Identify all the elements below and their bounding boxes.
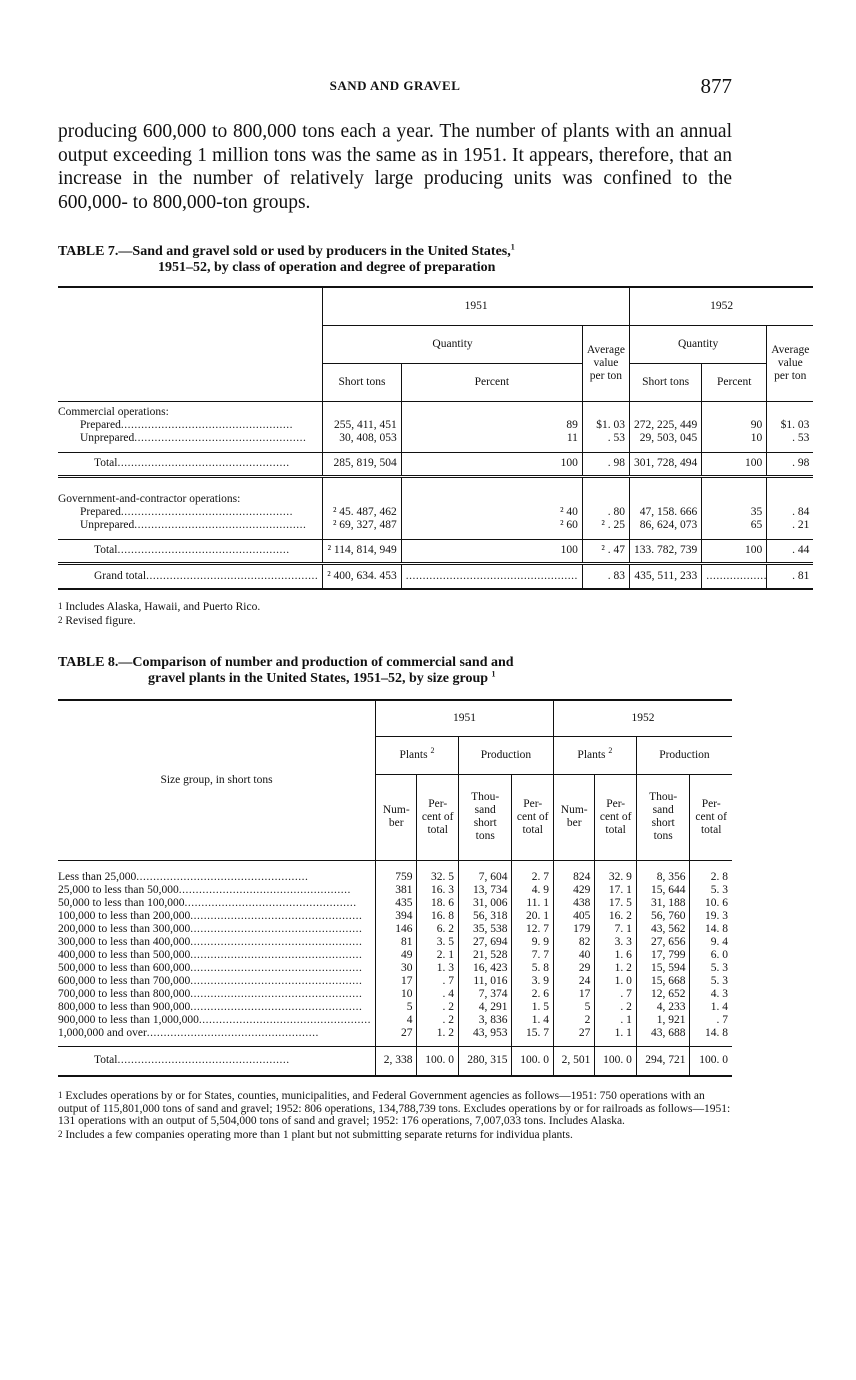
table-row [58, 1027, 732, 1040]
cell: 3. 5 [417, 936, 458, 949]
table-row [58, 563, 813, 589]
table8 [58, 699, 732, 1077]
cell: 14. 8 [690, 923, 732, 936]
table8-percent-production-1951: Per-cent of total [512, 774, 553, 860]
cell: 2. 1 [417, 949, 458, 962]
cell: 1. 3 [417, 962, 458, 975]
table-row [58, 975, 732, 988]
cell: 6. 0 [690, 949, 732, 962]
cell: 27 [553, 1027, 594, 1040]
footnote-text: Revised figure. [65, 614, 136, 627]
page [58, 70, 810, 1141]
cell: 16. 8 [417, 910, 458, 923]
cell: 3, 836 [458, 1014, 512, 1027]
cell: 90 [702, 419, 767, 432]
table-row [58, 936, 732, 949]
cell: . 2 [417, 1014, 458, 1027]
cell: 6. 2 [417, 923, 458, 936]
cell: 27, 694 [458, 936, 512, 949]
cell: 35 [702, 506, 767, 519]
cell: 30 [376, 962, 417, 975]
table7-avg-value-1952: Average value per ton [767, 325, 814, 401]
cell: 16. 3 [417, 884, 458, 897]
cell: 100 [401, 539, 582, 563]
cell: 3. 9 [512, 975, 553, 988]
cell: 2 [553, 1014, 594, 1027]
cell: 56, 318 [458, 910, 512, 923]
table-row [58, 949, 732, 962]
cell: ² 114, 814, 949 [323, 539, 402, 563]
cell: 1. 5 [512, 1001, 553, 1014]
table7 [58, 286, 813, 590]
cell: 15, 594 [636, 962, 690, 975]
cell: 3. 3 [595, 936, 636, 949]
cell: 17. 5 [595, 897, 636, 910]
table7-short-tons-1952: Short tons [629, 363, 701, 401]
cell: 11 [401, 432, 582, 452]
cell: 381 [376, 884, 417, 897]
cell: 13, 734 [458, 884, 512, 897]
cell: 65 [702, 519, 767, 539]
row-label: Grand total [94, 569, 147, 582]
cell: 7, 604 [458, 860, 512, 884]
table8-caption-line1: TABLE 8.—Comparison of number and production of commercial sand and [58, 655, 514, 670]
cell: 1. 1 [595, 1027, 636, 1040]
cell: 15, 668 [636, 975, 690, 988]
table7-section-commercial: Commercial operations: [58, 406, 169, 418]
row-label: Prepared [80, 419, 121, 431]
row-label: Prepared [80, 506, 121, 518]
cell: 5. 8 [512, 962, 553, 975]
table-row [58, 432, 813, 452]
cell: 4. 3 [690, 988, 732, 1001]
table8-production-1951: Production [458, 736, 553, 774]
cell: 100 [702, 539, 767, 563]
cell: 81 [376, 936, 417, 949]
cell: 12. 7 [512, 923, 553, 936]
table8-year-1952: 1952 [553, 700, 732, 736]
running-title: SAND AND GRAVEL [329, 78, 461, 93]
row-label: 1,000,000 and over [58, 1027, 147, 1039]
cell: . 7 [417, 975, 458, 988]
cell: 405 [553, 910, 594, 923]
cell: 5 [553, 1001, 594, 1014]
row-label: 100,000 to less than 200,000 [58, 910, 191, 922]
cell: 1. 4 [690, 1001, 732, 1014]
row-label: Unprepared [80, 432, 135, 444]
cell: 824 [553, 860, 594, 884]
table7-quantity-1952: Quantity [629, 325, 766, 363]
cell: 280, 315 [458, 1046, 512, 1076]
cell: 19. 3 [690, 910, 732, 923]
page-number: 877 [700, 74, 732, 98]
cell: 438 [553, 897, 594, 910]
cell: 100. 0 [512, 1046, 553, 1076]
cell: ² 69, 327, 487 [323, 519, 402, 539]
table7-section-government: Government-and-contractor operations: [58, 493, 241, 505]
cell: 9. 4 [690, 936, 732, 949]
cell: 759 [376, 860, 417, 884]
row-label: 200,000 to less than 300,000 [58, 923, 191, 935]
cell: 82 [553, 936, 594, 949]
cell: 7. 1 [595, 923, 636, 936]
table8-production-1952: Production [636, 736, 732, 774]
cell: 43, 562 [636, 923, 690, 936]
cell: 179 [553, 923, 594, 936]
cell: 56, 760 [636, 910, 690, 923]
cell: 394 [376, 910, 417, 923]
table8-thousand-tons-1951: Thou-sand short tons [458, 774, 512, 860]
cell: ² 60 [401, 519, 582, 539]
cell: 40 [553, 949, 594, 962]
table8-number-1951: Num-ber [376, 774, 417, 860]
cell: 1. 2 [417, 1027, 458, 1040]
cell: ² . 25 [582, 519, 629, 539]
cell: 30, 408, 053 [323, 432, 402, 452]
cell: 7, 374 [458, 988, 512, 1001]
cell: 11. 1 [512, 897, 553, 910]
table7-footnote-2: 2 Revised figure. [58, 614, 136, 627]
cell: 10 [376, 988, 417, 1001]
cell: 20. 1 [512, 910, 553, 923]
cell: 435, 511, 233 [629, 563, 701, 589]
cell: . 53 [767, 432, 814, 452]
table-row [58, 519, 813, 539]
cell: . 81 [767, 563, 814, 589]
cell: 100 [702, 452, 767, 476]
cell: 4 [376, 1014, 417, 1027]
row-label: 25,000 to less than 50,000 [58, 884, 179, 896]
cell: 2. 6 [512, 988, 553, 1001]
cell: 2, 338 [376, 1046, 417, 1076]
row-label: 500,000 to less than 600,000 [58, 962, 191, 974]
table7-percent-1952: Percent [702, 363, 767, 401]
table7-caption-footnote-mark: 1 [510, 242, 515, 252]
row-label: Unprepared [80, 519, 135, 531]
cell: 17 [553, 988, 594, 1001]
cell: 429 [553, 884, 594, 897]
row-label: 700,000 to less than 800,000 [58, 988, 191, 1000]
cell: 31, 188 [636, 897, 690, 910]
cell: 5. 3 [690, 975, 732, 988]
header-label: Plants [577, 748, 606, 761]
cell: 10 [702, 432, 767, 452]
table-row [58, 1001, 732, 1014]
cell: 2. 8 [690, 860, 732, 884]
table8-number-1952: Num-ber [553, 774, 594, 860]
table7-avg-value-1951: Average value per ton [582, 325, 629, 401]
table8-caption-line2: gravel plants in the United States, 1951–52, by size group [148, 671, 489, 686]
cell: 2. 7 [512, 860, 553, 884]
table-row [58, 988, 732, 1001]
cell: 35, 538 [458, 923, 512, 936]
table7-quantity-1951: Quantity [323, 325, 583, 363]
row-label: Total [94, 457, 118, 469]
table-row [58, 923, 732, 936]
cell: 5. 3 [690, 962, 732, 975]
cell: 133. 782, 739 [629, 539, 701, 563]
cell: 32. 5 [417, 860, 458, 884]
cell: 285, 819, 504 [323, 452, 402, 476]
footnote-text: Includes a few companies operating more than 1 plant but not submitting separate returns for individua plants. [65, 1128, 573, 1141]
cell: 5. 3 [690, 884, 732, 897]
cell: 29, 503, 045 [629, 432, 701, 452]
cell: $1. 03 [767, 419, 814, 432]
cell: . 4 [417, 988, 458, 1001]
intro-paragraph: producing 600,000 to 800,000 tons each a year. The number of plants with an annual output exceeding 1 million tons was the same as in 1951. It appears, therefore, that an increase in the number of relatively large producing units was confined to the 600,000- to 800,000-ton groups. [58, 121, 732, 213]
cell: 4, 291 [458, 1001, 512, 1014]
table7-percent-1951: Percent [401, 363, 582, 401]
table8-footnote-2: 2 Includes a few companies operating more than 1 plant but not submitting separate returns for individua plants. [58, 1128, 573, 1141]
cell: 100. 0 [690, 1046, 732, 1076]
cell: ² 45. 487, 462 [323, 506, 402, 519]
row-label: 300,000 to less than 400,000 [58, 936, 191, 948]
cell: 43, 688 [636, 1027, 690, 1040]
cell: 4, 233 [636, 1001, 690, 1014]
table8-thousand-tons-1952: Thou-sand short tons [636, 774, 690, 860]
footnote-mark: 2 [608, 745, 613, 755]
row-label: 600,000 to less than 700,000 [58, 975, 191, 987]
cell: 29 [553, 962, 594, 975]
cell: 32. 9 [595, 860, 636, 884]
cell: . 80 [582, 506, 629, 519]
cell: 11, 016 [458, 975, 512, 988]
cell: 4. 9 [512, 884, 553, 897]
cell: 17 [376, 975, 417, 988]
cell: 146 [376, 923, 417, 936]
table-row [58, 452, 813, 476]
cell: 12, 652 [636, 988, 690, 1001]
row-label: Total [94, 1054, 118, 1067]
cell: ² 40 [401, 506, 582, 519]
cell: . 7 [690, 1014, 732, 1027]
cell: . 1 [595, 1014, 636, 1027]
footnote-text: Excludes operations by or for States, counties, municipalities, and Federal Government agencies as follows—1951: 750 operations with an output of 115,801,000 tons of sand and gravel; 1952: 806 operations, 134,788,739 tons. Excludes operations by or for railroads as follows—1951: 131 operations with an output of 5,504,000 tons of sand and gravel; 1952: 176 operations, 7,007,033 tons. Includes Alaska. [58, 1090, 731, 1127]
table8-caption-footnote-mark: 1 [491, 669, 496, 679]
table7-short-tons-1951: Short tons [323, 363, 402, 401]
cell: 27 [376, 1027, 417, 1040]
table8-total-row [58, 1046, 732, 1076]
cell: 100. 0 [417, 1046, 458, 1076]
table8-year-1951: 1951 [376, 700, 554, 736]
row-label: 50,000 to less than 100,000 [58, 897, 185, 909]
cell: . 84 [767, 506, 814, 519]
cell: 17. 1 [595, 884, 636, 897]
cell: ² . 47 [582, 539, 629, 563]
running-header [58, 70, 732, 106]
table7-footnotes [58, 600, 732, 627]
cell: 89 [401, 419, 582, 432]
cell: 1. 0 [595, 975, 636, 988]
cell: . 98 [767, 452, 814, 476]
cell: 10. 6 [690, 897, 732, 910]
table-row [58, 1014, 732, 1027]
cell: . 98 [582, 452, 629, 476]
cell: 15, 644 [636, 884, 690, 897]
table8-percent-plants-1951: Per-cent of total [417, 774, 458, 860]
cell: . 2 [417, 1001, 458, 1014]
row-label: Total [94, 544, 118, 556]
row-label: 400,000 to less than 500,000 [58, 949, 191, 961]
cell: 1. 6 [595, 949, 636, 962]
cell: 100. 0 [595, 1046, 636, 1076]
cell: 27, 656 [636, 936, 690, 949]
table-row [58, 884, 732, 897]
cell: 16, 423 [458, 962, 512, 975]
cell: . 21 [767, 519, 814, 539]
cell: 272, 225, 449 [629, 419, 701, 432]
row-label: Less than 25,000 [58, 871, 137, 883]
cell: 49 [376, 949, 417, 962]
cell: . 7 [595, 988, 636, 1001]
cell: 1, 921 [636, 1014, 690, 1027]
cell: . 83 [582, 563, 629, 589]
cell: 5 [376, 1001, 417, 1014]
table7-caption-line2: 1951–52, by class of operation and degree of preparation [158, 260, 496, 275]
cell: 1. 2 [595, 962, 636, 975]
cell: 15. 7 [512, 1027, 553, 1040]
table-row [58, 539, 813, 563]
footnote-mark: 2 [430, 745, 435, 755]
table7-footnote-1: 1 Includes Alaska, Hawaii, and Puerto Rico. [58, 601, 261, 613]
header-label: Plants [399, 748, 428, 761]
table-row [58, 910, 732, 923]
cell: . 53 [582, 432, 629, 452]
cell: . 44 [767, 539, 814, 563]
cell: 43, 953 [458, 1027, 512, 1040]
table-row [58, 506, 813, 519]
table-row [58, 419, 813, 432]
table8-plants-1951 [376, 736, 459, 774]
table8-footnotes [58, 1089, 732, 1141]
table8-plants-1952 [553, 736, 636, 774]
row-label: 800,000 to less than 900,000 [58, 1001, 191, 1013]
table8-body [58, 860, 732, 1046]
cell: 1. 4 [512, 1014, 553, 1027]
cell: 2, 501 [553, 1046, 594, 1076]
cell: ² 400, 634. 453 [323, 563, 402, 589]
cell: $1. 03 [582, 419, 629, 432]
table7-caption-line1: TABLE 7.—Sand and gravel sold or used by producers in the United States, [58, 244, 511, 259]
cell: 14. 8 [690, 1027, 732, 1040]
cell: 86, 624, 073 [629, 519, 701, 539]
cell: 8, 356 [636, 860, 690, 884]
cell: . 2 [595, 1001, 636, 1014]
cell: 31, 006 [458, 897, 512, 910]
table-row [58, 897, 732, 910]
footnote-text: Includes Alaska, Hawaii, and Puerto Rico. [65, 601, 261, 613]
cell: 18. 6 [417, 897, 458, 910]
table-row [58, 860, 732, 884]
table8-caption [58, 655, 732, 687]
table-row [58, 962, 732, 975]
row-label: 900,000 to less than 1,000,000 [58, 1014, 199, 1026]
table7-caption [58, 244, 732, 276]
cell: 7. 7 [512, 949, 553, 962]
table8-footnote-1: 1 Excludes operations by or for States, counties, municipalities, and Federal Government agencies as follows—1951: 750 operations with an output of 115,801,000 tons of sand and gravel; 1952: 806 operations, 134,788,739 tons. Excludes operations by or for railroads as follows—1951: 131 operations with an output of 5,504,000 tons of sand and gravel; 1952: 176 operations, 7,007,033 tons. Includes Alaska. [58, 1090, 731, 1127]
cell: 9. 9 [512, 936, 553, 949]
cell: 255, 411, 451 [323, 419, 402, 432]
cell: 24 [553, 975, 594, 988]
table8-percent-plants-1952: Per-cent of total [595, 774, 636, 860]
cell: 100 [401, 452, 582, 476]
cell: 301, 728, 494 [629, 452, 701, 476]
cell: 294, 721 [636, 1046, 690, 1076]
cell: 47, 158. 666 [629, 506, 701, 519]
cell: 16. 2 [595, 910, 636, 923]
table7-year-1951: 1951 [323, 287, 630, 325]
table7-year-1952: 1952 [629, 287, 813, 325]
table8-stub-header: Size group, in short tons [160, 773, 273, 786]
cell: 435 [376, 897, 417, 910]
cell: 17, 799 [636, 949, 690, 962]
cell: 21, 528 [458, 949, 512, 962]
table8-percent-production-1952: Per-cent of total [690, 774, 732, 860]
